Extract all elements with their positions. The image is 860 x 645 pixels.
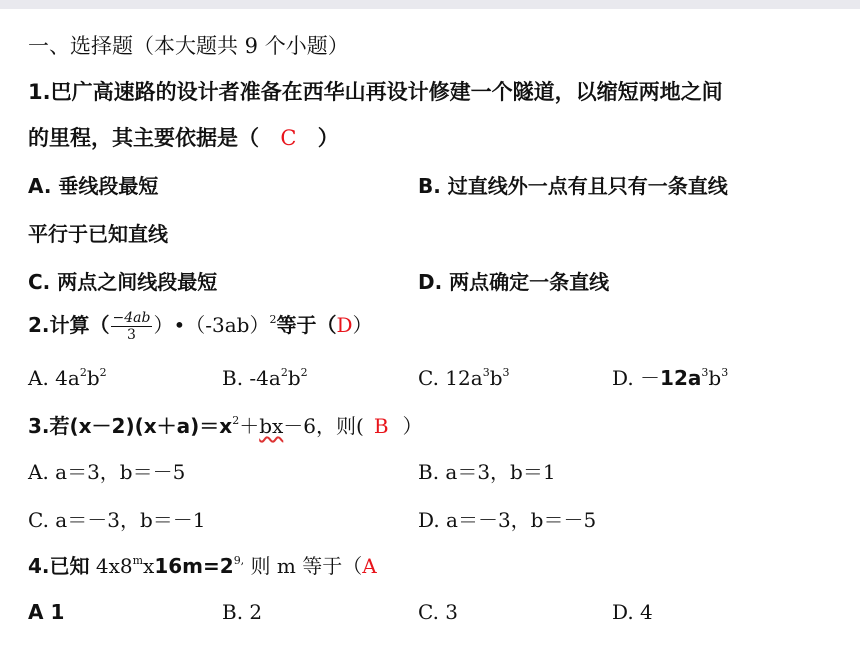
question-3	[28, 416, 423, 436]
q4-option-c	[418, 602, 458, 622]
q4-option-b-text: B. 2	[222, 600, 263, 624]
q1-option-d-text: D. 两点确定一条直线	[418, 270, 610, 294]
q1-option-a	[28, 176, 158, 196]
q1-option-d	[418, 272, 609, 292]
q3-option-a	[28, 462, 185, 482]
question-4-expr1: 4x8	[95, 554, 133, 578]
question-4-expr2: x	[143, 554, 155, 578]
question-2-exponent: 2	[269, 313, 277, 327]
q1-option-b-text: B. 过直线外一点有且只有一条直线	[418, 174, 728, 198]
q2-option-d-text: 12a	[660, 366, 702, 390]
q4-option-b	[222, 602, 262, 622]
question-1-text-cont: 的里程，其主要依据是（	[28, 126, 259, 150]
q2-c-mid: b	[489, 366, 503, 390]
q3-option-d-text: D. a＝－3，b＝－5	[418, 508, 597, 532]
question-3-answer: B	[373, 414, 389, 438]
q2-b-exp1: 2	[280, 366, 288, 379]
question-2	[28, 310, 373, 343]
q1-option-c	[28, 272, 217, 292]
question-2-answer: D	[336, 313, 353, 338]
question-4-prefix: 4.已知	[28, 554, 90, 578]
question-2-close-paren: ）	[352, 313, 373, 338]
q2-c-exp2: 3	[502, 366, 510, 379]
question-3-bx: bx	[259, 414, 284, 438]
q2-option-b	[222, 368, 308, 388]
q2-a-exp1: 2	[79, 366, 87, 379]
q2-option-d-label: D. －	[612, 366, 661, 390]
q4-option-a	[28, 602, 64, 622]
section-title	[28, 36, 349, 57]
question-4-suffix: 则 m 等于（	[250, 554, 363, 578]
q3-option-a-text: A. a＝3，b＝－5	[28, 460, 186, 484]
q2-d-exp2: 3	[721, 366, 729, 379]
question-4-exp1: m	[132, 554, 144, 567]
q2-b-mid: b	[287, 366, 301, 390]
question-2-expression: ）•（-3ab）	[153, 313, 270, 338]
q1-option-c-text: C. 两点之间线段最短	[28, 270, 218, 294]
question-1-line-1	[28, 82, 723, 103]
question-3-prefix: 3.若(x－2)(x＋a)＝x	[28, 414, 233, 438]
question-3-suffix: －6，则(	[283, 414, 364, 438]
q1-option-a-text: A. 垂线段最短	[28, 174, 159, 198]
section-title-text: 一、选择题（本大题共 9 个小题）	[28, 34, 349, 58]
question-2-suffix: 等于（	[276, 313, 337, 338]
q1-option-b	[418, 176, 728, 196]
q2-a-exp2: 2	[99, 366, 107, 379]
q3-option-c-text: C. a＝－3，b＝－1	[28, 508, 206, 532]
question-4	[28, 556, 377, 576]
q4-option-c-text: C. 3	[418, 600, 459, 624]
q4-option-a-text: A 1	[28, 600, 65, 624]
q2-option-a-text: A. 4a	[28, 366, 80, 390]
q4-option-d	[612, 602, 653, 622]
question-1-text: 1.巴广高速路的设计者准备在西华山再设计修建一个隧道，以缩短两地之间	[28, 80, 723, 104]
fraction-numerator: −4ab	[112, 310, 151, 326]
q4-option-d-text: D. 4	[612, 600, 653, 624]
q2-option-c-text: C. 12a	[418, 366, 483, 390]
question-3-exponent: 2	[232, 414, 240, 427]
question-4-answer: A	[362, 554, 377, 578]
q1-option-b-cont-text: 平行于已知直线	[28, 222, 168, 246]
q2-option-a	[28, 368, 107, 388]
top-toolbar-strip	[0, 0, 860, 9]
question-1-close-paren: ）	[317, 126, 339, 150]
question-2-prefix: 2.计算（	[28, 313, 110, 338]
q1-option-b-continued	[28, 224, 168, 244]
q2-b-exp2: 2	[300, 366, 308, 379]
q3-option-b-text: B. a＝3，b＝1	[418, 460, 556, 484]
q2-a-mid: b	[86, 366, 100, 390]
question-2-fraction	[111, 310, 153, 343]
question-3-plus: ＋	[239, 414, 260, 438]
question-1-line-2	[28, 128, 339, 149]
q2-d-exp1: 3	[701, 366, 709, 379]
q3-option-c	[28, 510, 205, 530]
q2-d-mid: b	[708, 366, 722, 390]
question-4-exp2: 9,	[233, 554, 245, 567]
question-1-answer: C	[280, 126, 297, 150]
question-4-expr3: 16m=2	[154, 554, 234, 578]
q2-option-b-text: B. -4a	[222, 366, 281, 390]
fraction-denominator: 3	[127, 327, 136, 344]
q2-c-exp1: 3	[482, 366, 490, 379]
q2-option-c	[418, 368, 510, 388]
q3-option-d	[418, 510, 596, 530]
q2-option-d	[612, 368, 728, 388]
q3-option-b	[418, 462, 556, 482]
question-3-close-paren: ）	[402, 414, 423, 438]
